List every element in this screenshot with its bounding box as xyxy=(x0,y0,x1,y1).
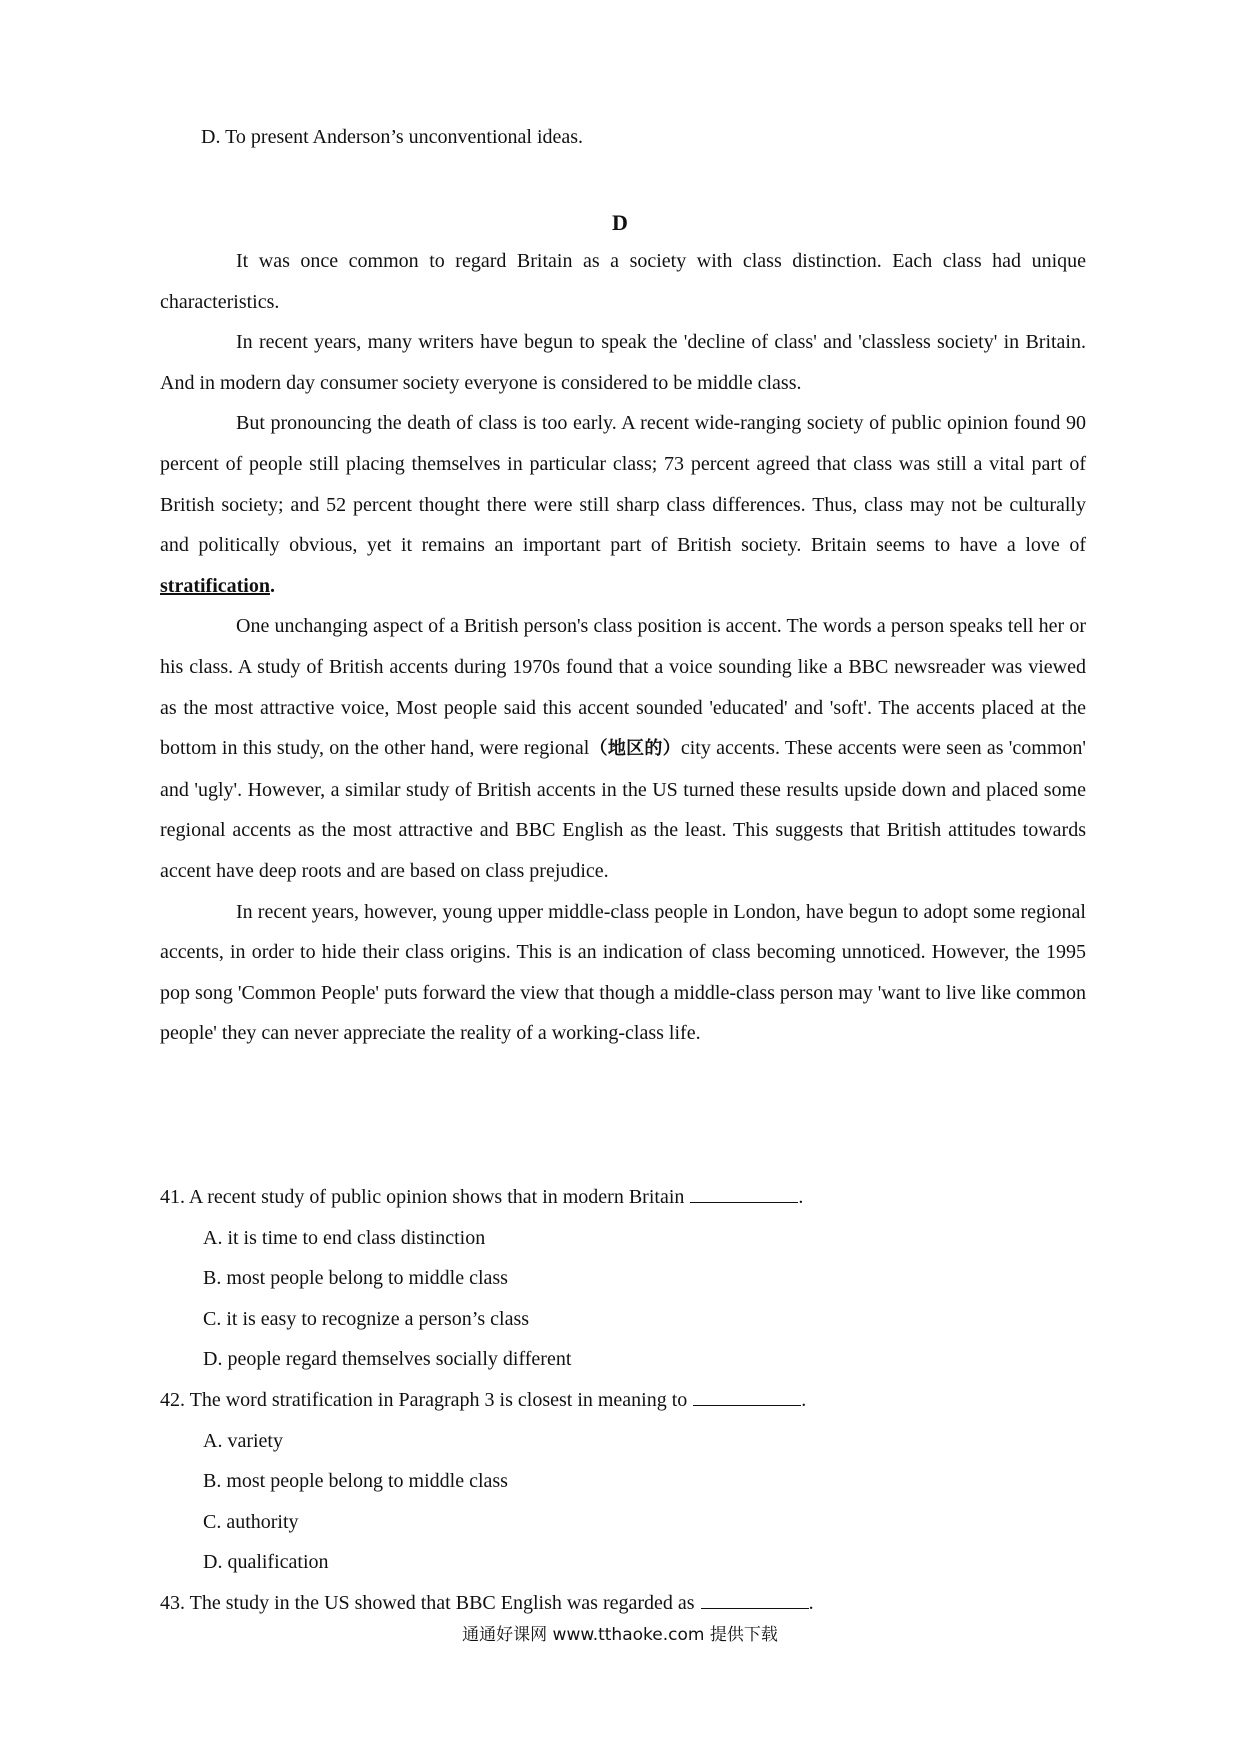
section-title: D xyxy=(612,210,628,235)
paragraph-2: In recent years, many writers have begun to speak the 'decline of class' and 'classless society' in Britain. And in modern day consumer society everyone is considered to be middle class. xyxy=(160,331,1086,394)
paragraph-3-text: But pronouncing the death of class is too early. A recent wide-ranging society of public opinion found 90 percent of people still placing themselves in particular class; 73 percent agreed that class was still a vital part of British society; and 52 percent thought there were still sharp class differences. Thus, class may not be culturally and politically obvious, yet it remains an important part of British society. Britain seems to have a love of xyxy=(160,412,1086,557)
option-c: C. it is easy to recognize a person’s class xyxy=(203,1307,530,1330)
underlined-word: stratification xyxy=(160,574,270,597)
paragraph-1: It was once common to regard Britain as a society with class distinction. Each class had unique characteristics. xyxy=(160,250,1086,313)
option-a: A. variety xyxy=(203,1429,283,1452)
question-43 xyxy=(160,1583,1086,1624)
question-41 xyxy=(160,1177,1086,1380)
question-stem xyxy=(160,1583,1086,1624)
paragraph-3 xyxy=(160,403,1086,606)
option-b: B. most people belong to middle class xyxy=(203,1470,508,1493)
option-c: C. authority xyxy=(203,1510,299,1533)
question-stem-text: 43. The study in the US showed that BBC English was regarded as xyxy=(160,1591,695,1614)
previous-question-option-d: D. To present Anderson’s unconventional ideas. xyxy=(201,126,584,148)
question-stem xyxy=(160,1177,1086,1218)
paragraph-3-end: . xyxy=(269,574,275,597)
question-stem-end: . xyxy=(808,1591,814,1614)
chinese-gloss: （地区的） xyxy=(589,738,681,760)
option-a: A. it is time to end class distinction xyxy=(203,1226,486,1249)
question-stem-end: . xyxy=(798,1186,804,1208)
option-b: B. most people belong to middle class xyxy=(203,1267,508,1290)
paragraph-5: In recent years, however, young upper middle-class people in London, have begun to adopt some regional accents, in order to hide their class origins. This is an indication of class becoming unnoticed. However, the 1995 pop song 'Common People' puts forward the view that though a middle-class person may 'want to live like common people' they can never appreciate the reality of a working-class life. xyxy=(160,900,1086,1045)
reading-passage xyxy=(160,241,1086,1054)
option-d: D. qualification xyxy=(203,1551,329,1574)
answer-blank xyxy=(693,1387,801,1406)
question-list xyxy=(160,1177,1086,1624)
option-d: D. people regard themselves socially different xyxy=(203,1348,572,1371)
question-stem xyxy=(160,1380,1086,1421)
paragraph-4-text: One unchanging aspect of a British person's class position is accent. The words a person speaks tell her or his class. A study of British accents during 1970s found that a voice sounding like a BBC newsreader was viewed as the most attractive voice, Most people said this accent sounded 'educated' and 'soft'. The accents placed at the bottom in this study, on the other hand, were regional xyxy=(160,615,1086,760)
question-stem-end: . xyxy=(801,1388,807,1411)
paragraph-4-rest: city accents. These accents were seen as 'common' and 'ugly'. However, a similar study of British accents in the US turned these results upside down and placed some regional accents as the most attractive and BBC English as the least. This suggests that British attitudes towards accent have deep roots and are based on class prejudice. xyxy=(160,737,1087,882)
answer-blank xyxy=(701,1590,809,1609)
paragraph-4 xyxy=(160,606,1086,891)
question-42 xyxy=(160,1380,1086,1583)
answer-blank xyxy=(690,1184,798,1203)
question-stem-text: 41. A recent study of public opinion shows that in modern Britain xyxy=(160,1186,685,1208)
page-footer: 通通好课网 www.tthaoke.com 提供下载 xyxy=(462,1625,778,1645)
question-stem-text: 42. The word stratification in Paragraph 3 is closest in meaning to xyxy=(160,1388,688,1411)
